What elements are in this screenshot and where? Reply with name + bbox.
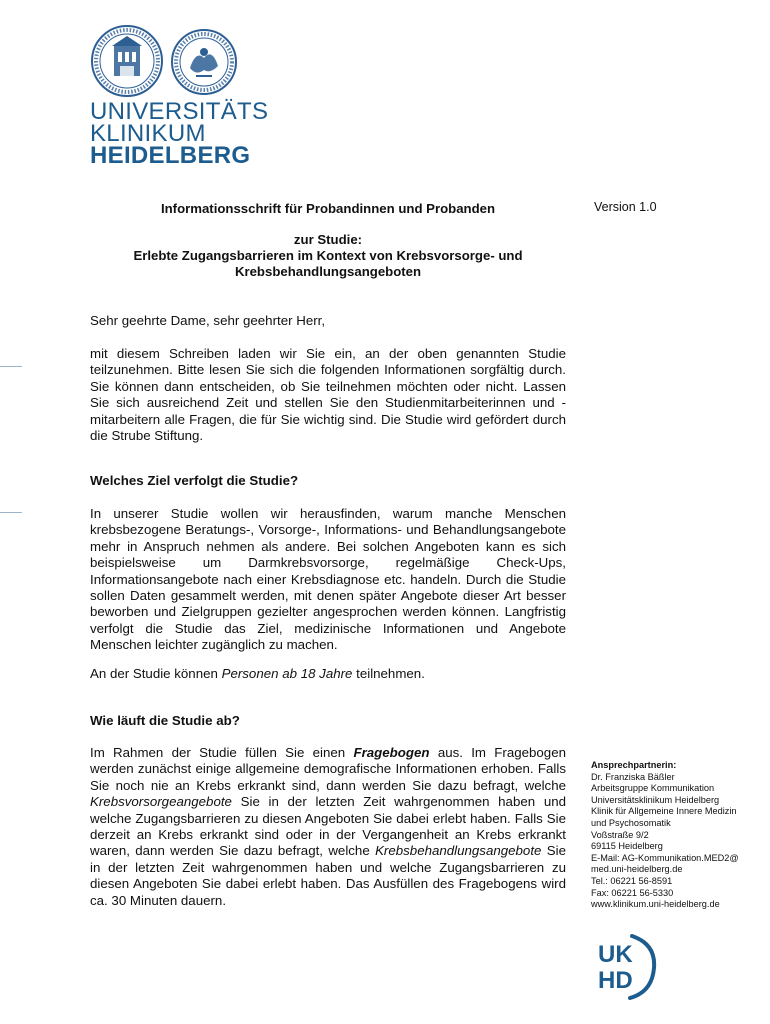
version-label: Version 1.0 xyxy=(594,200,657,214)
goal-paragraph: In unserer Studie wollen wir herausfinden, warum manche Menschen krebsbezogene Beratungs-, Vorsorge-, Informations- und Behandlungsangebote mehr in Anspruch nehmen als andere. Bei solchen Angeboten kann es sich beispielsweise um Darmkrebsvorsorge, regelmäßige Check-Ups, Informationsangebote nach einer Krebsdiagnose etc. handeln. Durch die Studie sollen Daten gesammelt werden, mit denen später Angebote dieser Art besser beworben und Zielgruppen gezielter angesprochen werden können. Langfristig verfolgt die Studie das Ziel, medizinische Informationen und Angebote Menschen leichter zugänglich zu machen. xyxy=(90,506,566,653)
contact-line: Voßstraße 9/2 xyxy=(591,829,649,840)
study-label: zur Studie: xyxy=(293,232,363,247)
contact-line: 69115 Heidelberg xyxy=(591,841,663,852)
contact-line: und Psychosomatik xyxy=(591,817,671,828)
procedure-paragraph: Im Rahmen der Studie füllen Sie einen Fragebogen aus. Im Fragebogen werden zunächst einige allgemeine demografische Informationen erhoben. Falls Sie noch nie an Krebs erkrankt sind, dann werden Sie dazu befragt, welche Krebsvorsorgeangebote Sie in der letzten Zeit wahrgenommen haben und welche Zugangsbarrieren zu diesen Angeboten Sie dabei erlebt haben. Falls Sie derzeit an Krebs erkrankt sind oder in der Vergangenheit an Krebs erkrankt waren, dann werden Sie dazu befragt, welche Krebsbehandlungsangebote Sie in der letzten Zeit wahrgenommen haben und welche Zugangsbarrieren zu diesen Angeboten Sie dabei erlebt haben. Das Ausfüllen des Fragebogens wird ca. 30 Minuten dauern. xyxy=(90,745,566,908)
university-seal-icon xyxy=(90,24,164,98)
logo-line-klinikum: KLINIKUM xyxy=(90,120,206,147)
contact-website-link[interactable]: www.klinikum.uni-heidelberg.de xyxy=(591,899,720,910)
document-title: Informationsschrift für Probandinnen und Probanden xyxy=(160,201,496,216)
fold-mark xyxy=(0,366,22,367)
contact-block xyxy=(591,760,763,911)
contact-line: Universitätsklinikum Heidelberg xyxy=(591,794,720,805)
logo-line-universitaets: UNIVERSITÄTS xyxy=(90,98,269,125)
contact-line: Dr. Franziska Bäßler xyxy=(591,771,675,782)
contact-email-line[interactable]: med.uni-heidelberg.de xyxy=(591,864,683,875)
section-heading-procedure: Wie läuft die Studie ab? xyxy=(90,713,240,728)
participation-paragraph: An der Studie können Personen ab 18 Jahre teilnehmen. xyxy=(90,666,425,681)
salutation: Sehr geehrte Dame, sehr geehrter Herr, xyxy=(90,313,326,328)
section-heading-goal: Welches Ziel verfolgt die Studie? xyxy=(90,473,299,488)
contact-phone: Tel.: 06221 56-8591 xyxy=(591,875,673,886)
study-title-line2: Krebsbehandlungsangeboten xyxy=(234,264,422,279)
faculty-seal-icon xyxy=(170,28,238,96)
study-title-line1: Erlebte Zugangsbarrieren im Kontext von Krebsvorsorge- und xyxy=(133,248,523,263)
ukhd-logo-hd: HD xyxy=(598,967,633,994)
contact-line: Klinik für Allgemeine Innere Medizin xyxy=(591,806,737,817)
ukhd-logo-icon xyxy=(596,934,658,1000)
contact-line: Arbeitsgruppe Kommunikation xyxy=(591,783,715,794)
contact-heading: Ansprechpartnerin: xyxy=(591,760,677,770)
contact-fax: Fax: 06221 56-5330 xyxy=(591,887,674,898)
logo-line-heidelberg: HEIDELBERG xyxy=(90,142,251,169)
fold-mark xyxy=(0,512,22,513)
intro-paragraph: mit diesem Schreiben laden wir Sie ein, an der oben genannten Studie teilzunehmen. Bitte lesen Sie sich die folgenden Informationen sorgfältig durch. Sie können dann entscheiden, ob Sie teilnehmen möchten oder nicht. Lassen Sie sich ausreichend Zeit und stellen Sie den Studienmitarbeiterinnen und -mitarbeitern alle Fragen, die für Sie wichtig sind. Die Studie wird gefördert durch die Strube Stiftung. xyxy=(90,346,566,444)
ukhd-logo-uk: UK xyxy=(598,941,633,968)
contact-email-line[interactable]: E-Mail: AG-Kommunikation.MED2@ xyxy=(591,852,739,863)
